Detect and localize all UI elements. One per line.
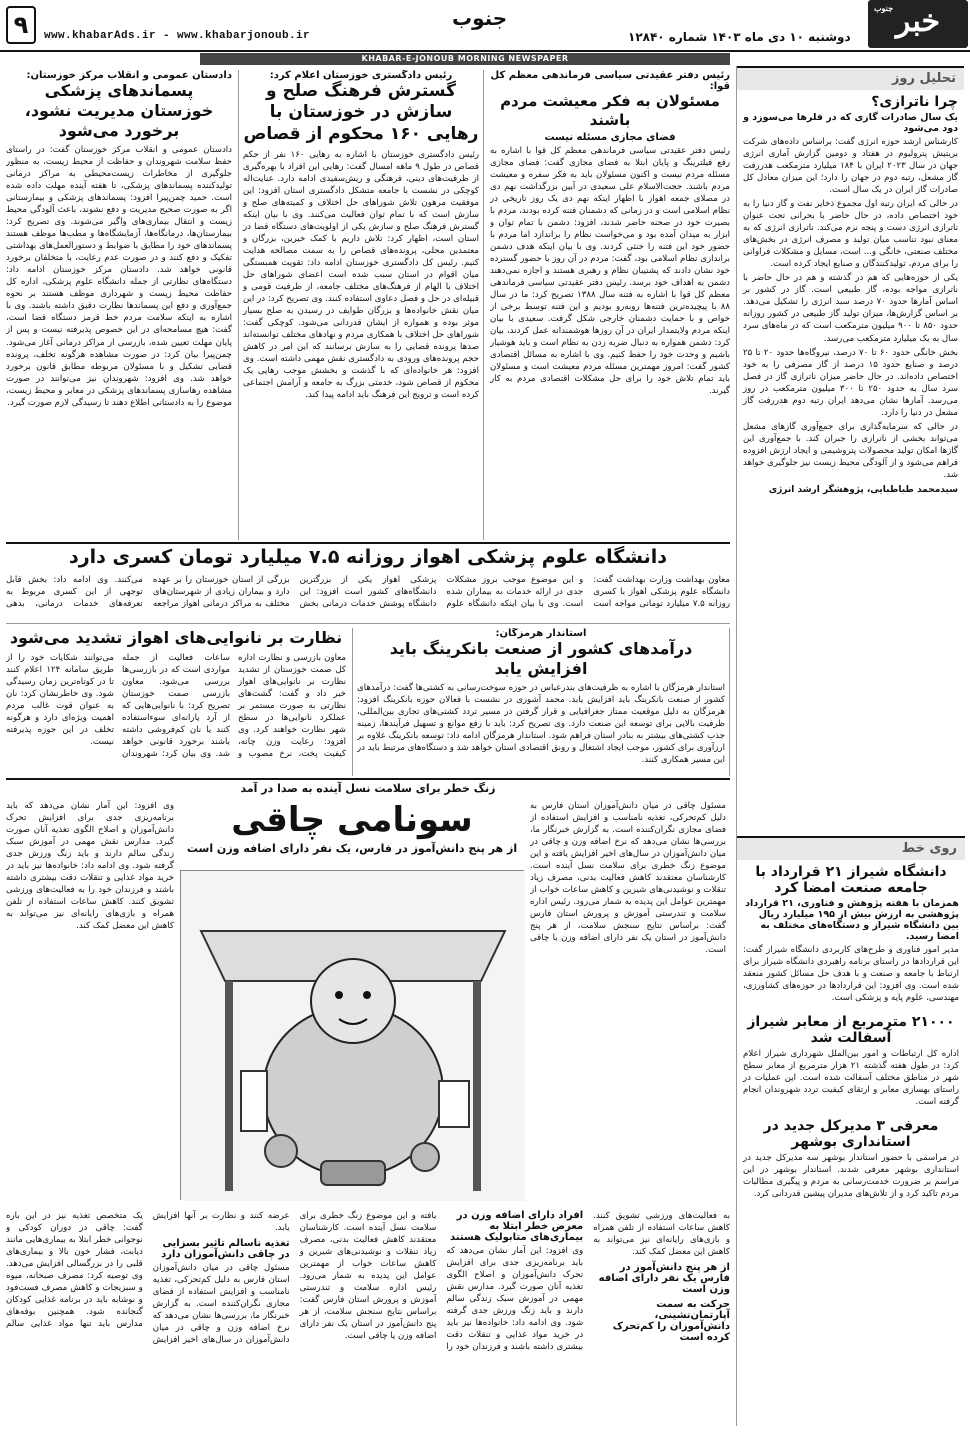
cartoon-drawing [181, 871, 525, 1201]
news3-title: معرفی ۳ مدیرکل جدید در استانداری بوشهر [763, 1118, 939, 1151]
story-qisas-release [238, 70, 484, 540]
page-number: ۹ [6, 6, 36, 44]
cartoon-illustration [180, 870, 524, 1200]
feature-kicker: زنگ خطر برای سلامت نسل آینده به صدا در آمد [240, 782, 496, 795]
feature-center [180, 800, 524, 1204]
story-text: معاون بازرسی و نظارت اداره کل صمت خوزستان از تشدید نظارت بر نانوایی‌های اهواز خبر داد و گفت: گشت‌های نظارتی به صورت مستمر بر عملکرد نانوایی‌ها در سطح شهر نظارت خواهند کرد. وی افزود: رعایت وزن چانه، کیفیت پخت، نرخ مصوب و ساعات فعالیت از جمله مواردی است که در بازرسی‌ها بررسی می‌شود. معاون بازرسی صمت خوزستان تصریح کرد: با نانوایی‌هایی که از آرد یارانه‌ای سوءاستفاده کنند یا نان کم‌فروشی داشته باشند برخورد قانونی خواهد شد. وی بیان کرد: شهروندان می‌توانند شکایات خود را از طریق سامانه ۱۲۴ اعلام کنند تا در کوتاه‌ترین زمان رسیدگی شود. وی خاطرنشان کرد: نان به عنوان قوت غالب مردم اهمیت ویژه‌ای دارد و هرگونه تخلف در این حوزه پذیرفته نیست. [6, 653, 346, 760]
analysis-paragraph: کارشناس ارشد حوزه انرژی گفت: براساس داده‌های شرکت بریتیش پترولیوم در هفتاد و دومین گزارش آماری انرژی جهان در سال ۲۰۲۳ ایران با ۱۸۴ میلیارد مترمکعب هدررفت گاز مشعل، رتبه دوم در جهان را دارد؛ این میزان معادل کل صادرات گاز ایران در یک سال است. [743, 137, 958, 196]
feature-text: مسئول چاقی در میان دانش‌آموزان استان فارس به دلیل کم‌تحرکی، تغذیه نامناسب و افزایش استفاده از فضای مجازی نگران‌کننده است. به گزارش خبرنگار ما، بررسی‌ها نشان می‌دهد که نرخ اضافه وزن و چاقی در میان دانش‌آموزان در سال‌های اخیر افزایش یافته و این موضوع زنگ خطری برای سلامت نسل آینده است. کارشناسان معتقدند کاهش فعالیت بدنی، مصرف زیاد تنقلات و نوشیدنی‌های شیرین و کاهش ساعات خواب از مهمترین عوامل این پدیده به شمار می‌رود. رئیس اداره سلامت و تندرستی آموزش و پرورش استان فارس گفت: براساس نتایج سنجش سلامت، از هر پنج دانش‌آموز در استان یک نفر دارای اضافه وزن یا چاقی است. [530, 801, 726, 956]
story-kicker: دادستان عمومی و انقلاب مرکز خوزستان: [26, 70, 232, 81]
analysis-lead: یک سال صادرات گازی که در فلرها می‌سوزد و دود می‌شود [743, 112, 958, 134]
feature-box-heading: تغذیه ناسالم تاثیر بسزایی در چاقی دانش‌آموزان دارد [161, 1238, 290, 1261]
story-text: رئیس دادگستری خوزستان با اشاره به رهایی ۱۶۰ نفر از حکم قصاص در طول ۹ ماهه امسال گفت: رهایی این افراد با بهره‌گیری از ظرفیت‌های دینی، فرهنگی و ریش‌سفیدی ادامه دارد. عنایت‌اله کوچکی در نشست با جامعه متشکل دادگستری استان افزود: این موفقیت مرهون تلاش شوراهای حل اختلاف و کمیته‌های صلح و سازش است که با تمام توان فعالیت می‌کنند. وی با بیان اینکه گسترش فرهنگ صلح و سازش یکی از اولویت‌های دستگاه قضا در استان است، اظهار کرد: تلاش داریم با کمک خیرین، بزرگان و معتمدین محلی، پرونده‌های قصاص را به سمت مصالحه هدایت کنیم. رئیس کل دادگستری خوزستان ادامه داد: تقویت همبستگی میان اقوام در استان سبب شده است اعضای شوراهای حل اختلاف با الهام از فرهنگ‌های مختلف جامعه، از ظرفیت قومی و قبیله‌ای در حل و فصل دعاوی استفاده کنند. وی تصریح کرد: در این میان نقش خانواده‌ها و بزرگان طوایف در رسیدن به صلح بسیار موثر بوده و همواره از ایشان قدردانی می‌شود. کوچکی گفت: شوراهای حل اختلاف با همکاری مردم و نهادهای مختلف توانسته‌اند صدها پرونده قضایی را به سازش برسانند که این امر در کاهش حجم پرونده‌های ورودی به دادگستری نقش مهمی داشته است. وی افزود: هر خانواده‌ای که با گذشت و بخشش موجب رهایی یک محکوم از قصاص شود، خدمتی بزرگ به جامعه و آرامش اجتماعی کرده است و ترویج این فرهنگ باید ادامه پیدا کند. [243, 149, 479, 401]
feature-text: وی افزود: این آمار نشان می‌دهد که باید برنامه‌ریزی جدی برای افزایش تحرک دانش‌آموزان و اصلاح الگوی تغذیه آنان صورت گیرد. مدارس نقش مهمی در آموزش سبک زندگی سالم دارند و باید زنگ ورزش جدی گرفته شود. وی ادامه داد: خانواده‌ها نیز باید در خرید مواد غذایی و تنقلات دقت بیشتری داشته باشند و فرزندان خود را به فعالیت‌های ورزشی تشویق کنند. کاهش ساعات استفاده از تلفن همراه و بازی‌های رایانه‌ای نیز می‌تواند به کاهش این معضل کمک کند. [6, 801, 174, 932]
story-kicker: استاندار هرمزگان: [495, 628, 587, 639]
story-kicker: رئیس دفتر عقیدتی سیاسی فرماندهی معظم کل قوا: [490, 70, 730, 92]
feature-text: یک متخصص تغذیه نیز در این باره گفت: چاقی در دوران کودکی و نوجوانی خطر ابتلا به بیماری‌هایی مانند دیابت، فشار خون بالا و بیماری‌های قلبی را در بزرگسالی افزایش می‌دهد. وی توصیه کرد: مصرف صبحانه، میوه و سبزیجات و کاهش مصرف فست‌فود و نوشابه باید در برنامه غذایی کودکان گنجانده شود. همچنین بوفه‌های مدارس باید تنها مواد غذایی سالم عرضه کنند و نظارت بر آنها افزایش یابد. [6, 1211, 290, 1330]
analysis-paragraph: در حالی که ایران رتبه اول مجموع ذخایر نفت و گاز دنیا را به خود اختصاص داده، در حال حاضر با بحرانی تحت عنوان ناترازی انرژی دست و پنجه نرم می‌کند. ناترازی انرژی که به معنای نبود تناسب میان تولید و مصرف انرژی در بخش‌های مختلف صنعتی، خانگی و... است، مسایل و مشکلات فراوانی را برای مردم، تولیدکنندگان و صنایع ایجاد کرده است. [743, 199, 958, 270]
story-bunkering [352, 628, 730, 776]
analysis-paragraph: بخش خانگی حدود ۶۰ تا ۷۰ درصد، نیروگاه‌ها حدود ۲۰ تا ۲۵ درصد و صنایع حدود ۱۵ درصد از گاز مصرفی را به خود اختصاص داده‌اند. در حال حاضر میزان ناترازی گاز در فصل سرد سال به حدود ۲۵۰ تا ۳۰۰ میلیون مترمکعب در روز می‌رسد. آمارها نشان می‌دهد ایران رتبه دوم هدررفت گاز مشعل در دنیا را دارد. [743, 347, 959, 418]
story-headline: گسترش فرهنگ صلح و سازش در خوزستان با رهایی ۱۶۰ محکوم از قصاص [243, 81, 479, 144]
feature-text: مسئول چاقی در میان دانش‌آموزان استان فارس به دلیل کم‌تحرکی، تغذیه نامناسب و افزایش استفاده از فضای مجازی نگران‌کننده است. به گزارش خبرنگار ما، بررسی‌ها نشان می‌دهد که نرخ اضافه وزن و چاقی در میان دانش‌آموزان در سال‌های اخیر افزایش یافته و این موضوع زنگ خطری برای سلامت نسل آینده است. کارشناسان معتقدند کاهش فعالیت بدنی، مصرف زیاد تنقلات و نوشیدنی‌های شیرین و کاهش ساعات خواب از مهمترین عوامل این پدیده به شمار می‌رود. رئیس اداره سلامت و تندرستی آموزش و پرورش استان فارس گفت: براساس نتایج سنجش سلامت، از هر پنج دانش‌آموز در استان یک نفر دارای اضافه وزن یا چاقی است. [152, 1211, 437, 1346]
news-column [737, 836, 965, 1202]
news1-title: دانشگاه شیراز ۲۱ قرارداد با جامعه صنعت امضا کرد [755, 864, 947, 896]
news-header: روی خط [737, 836, 965, 860]
story-leader-livelihood [490, 70, 730, 540]
news2-text: اداره کل ارتباطات و امور بین‌الملل شهرداری شیراز اعلام کرد: در طول هفته گذشته ۲۱ هزار مترمربع از معابر سطح شهر در مناطق مختلف آسفالت شده است. این عملیات در راستای بهسازی معابر و ارتقای کیفیت تردد شهروندان انجام گرفته است. [743, 1049, 959, 1108]
sidebar [736, 66, 964, 1426]
feature-text-right [530, 800, 726, 1200]
analysis-title: چرا ناترازی؟ [871, 94, 958, 110]
news3-text: در مراسمی با حضور استاندار بوشهر سه مدیرکل جدید در استانداری بوشهر معرفی شدند. استاندار بوشهر در این مراسم بر ضرورت خدمت‌رسانی به مردم و پیگیری مطالبات مردم تاکید کرد و از تلاش‌های مدیران پیشین قدردانی کرد. [743, 1153, 959, 1200]
feature-text: وی افزود: این آمار نشان می‌دهد که باید برنامه‌ریزی جدی برای افزایش تحرک دانش‌آموزان و اصلاح الگوی تغذیه آنان صورت گیرد. مدارس نقش مهمی در آموزش سبک زندگی سالم دارند و باید زنگ ورزش جدی گرفته شود. وی ادامه داد: خانواده‌ها نیز باید در خرید مواد غذایی و تنقلات دقت بیشتری داشته باشند و فرزندان خود را به فعالیت‌های ورزشی تشویق کنند. کاهش ساعات استفاده از تلفن همراه و بازی‌های رایانه‌ای نیز می‌تواند به کاهش این معضل کمک کند. [446, 1211, 730, 1353]
story-medical-waste [6, 70, 232, 540]
analysis-author: سیدمحمد طباطبایی، پژوهشگر ارشد انرژی [768, 484, 958, 495]
feature-box-heading: افراد دارای اضافه وزن در معرض خطر ابتلا به بیماری‌های متابولیک هستند [449, 1210, 584, 1243]
news2-title: ۲۱۰۰۰ مترمربع از معابر شیراز آسفالت شد [747, 1014, 955, 1047]
analysis-paragraph: یکی از حوزه‌هایی که هم در گذشته و هم در حال حاضر با ناترازی مواجه بوده، گاز طبیعی است. گاز در کشور بر اساس آمارها حدود ۷۰ درصد سبد انرژی را تشکیل می‌دهد. بر اساس گزارش‌ها، میزان تولید گاز طبیعی در کشور روزانه حدود ۸۵۰ تا ۹۰۰ میلیون مترمکعب است که در ماه‌های سرد سال به یک میلیارد مترمکعب می‌رسد. [743, 273, 958, 344]
story-text: معاون بهداشت وزارت بهداشت گفت: دانشگاه علوم پزشکی اهواز با کسری روزانه ۷.۵ میلیارد تومانی مواجه است و این موضوع موجب بروز مشکلات جدی در ارائه خدمات به بیماران شده است. وی با بیان اینکه دانشگاه علوم پزشکی اهواز یکی از بزرگترین دانشگاه‌های کشور است افزود: این دانشگاه پوشش خدمات درمانی بخش بزرگی از استان خوزستان را بر عهده دارد و بیماران زیادی از شهرستان‌های مختلف به مراکز درمانی اهواز مراجعه می‌کنند. وی ادامه داد: بخش قابل توجهی از این کسری مربوط به تعرفه‌های خدمات درمانی، بدهی [6, 574, 730, 609]
logo-sub: جنوب [874, 3, 894, 13]
feature-box-heading: از هر پنج دانش‌آموز در فارس یک نفر دارای اضافه وزن است [598, 1262, 730, 1296]
story-headline: پسماندهای پزشکی خوزستان مدیریت نشود، برخورد می‌شود [24, 81, 214, 140]
story-headline: نظارت بر نانوایی‌های اهواز تشدید می‌شود [9, 628, 343, 647]
feature-subhead: از هر پنج دانش‌آموز در فارس، یک نفر دارای اضافه وزن است [186, 842, 518, 855]
site-url[interactable]: www.khabarAds.ir - www.khabarjonoub.ir [44, 30, 311, 42]
feature-obesity [6, 778, 730, 1428]
story-text: رئیس دفتر عقیدتی سیاسی فرماندهی معظم کل قوا با اشاره به رفع فیلترینگ و پایان ابتلا به فضای مجازی گفت: فضای مجازی مسئله مردم نیست و اکنون مسئولان باید به فکر سفره و معیشت مردم باشند. حجت‌الاسلام علی سعیدی در آیین بزرگداشت نهم دی در مصلای جمعه اهواز با اظهار اینکه نهم دی یک روز تاریخی در نظام اسلامی است و در زمانی که دشمنان فتنه کرده بودند، مردم با بصیرت خود در صحنه حاضر شدند، افزود: دشمن با تمام توان و ابزار به میدان آمده بود و می‌خواست نظام را براندازد اما مردم با حضور خود این فتنه را خنثی کردند. وی با بیان اینکه هدف دشمن براندازی نظام اسلامی بود، گفت: مردم در آن روز با حضور گسترده خود نشان دادند که پشتیبان نظام و رهبری هستند و اجازه نمی‌دهند دشمن به اهداف خود برسد. رئیس دفتر عقیدتی سیاسی فرماندهی معظم کل قوا با اشاره به فتنه سال ۱۳۸۸ تصریح کرد: ما در سال ۸۸ با پیچیده‌ترین فتنه‌ها روبه‌رو بودیم و این فتنه توسط برخی از خواص و با حمایت دشمنان خارجی شکل گرفت. سعیدی با بیان اینکه مردم ولایتمدار ایران در آن روزها هوشمندانه عمل کردند، بیان کرد: دشمن همواره به دنبال ضربه زدن به نظام است و باید هوشیار باشیم و وحدت خود را حفظ کنیم. وی با اشاره به مسائل اقتصادی کشور گفت: امروز مهمترین مسئله مردم معیشت است و مسئولان باید تمام تلاش خود را برای حل مشکلات اقتصادی مردم به کار گیرند. [490, 145, 730, 397]
feature-box-heading: حرکت به سمت آپارتمان‌نشینی، دانش‌آموزان را کم‌تحرک کرده است [612, 1299, 730, 1344]
story-text: استاندار هرمزگان با اشاره به ظرفیت‌های بندرعباس در حوزه سوخت‌رسانی به کشتی‌ها گفت: درآمدهای کشور از صنعت بانکرینگ باید افزایش یابد. محمد آشوری در نشست با فعالان حوزه بانکرینگ افزود: هرمزگان به دلیل موقعیت ممتاز جغرافیایی و قرار گرفتن در مسیر تردد کشتی‌های تجاری بین‌المللی، ظرفیت بالایی برای توسعه این صنعت دارد. وی تصریح کرد: باید با رفع موانع و تسهیل فرآیندها، زمینه جذب کشتی‌های بیشتر به بنادر استان فراهم شود. استاندار هرمزگان ادامه داد: توسعه بانکرینگ علاوه بر ارزآوری برای کشور، موجب ایجاد اشتغال و رونق اقتصادی استان خواهد شد و دستگاه‌های مرتبط باید در این مسیر همکاری کنند. [357, 683, 725, 766]
analysis-paragraph: در حالی که سرمایه‌گذاری برای جمع‌آوری گازهای مشعل می‌تواند بخشی از ناترازی را جبران کند. با جمع‌آوری این گازها امکان تولید محصولات پتروشیمی و ایجاد ارزش افزوده فراهم می‌شود و از آلودگی محیط زیست نیز جلوگیری خواهد شد. [743, 421, 958, 480]
story-ahvaz-deficit [6, 542, 730, 624]
section-name: جنوب [452, 6, 508, 30]
feature-headline: سونامی چاقی [231, 800, 473, 840]
story-subhead: فضای مجازی مسئله نیست [544, 131, 676, 143]
feature-bottom-text [6, 1210, 730, 1425]
feature-text-left [6, 800, 174, 1200]
story-headline: مسئولان به فکر معیشت مردم باشند [500, 92, 720, 129]
masthead [0, 0, 970, 52]
story-headline: دانشگاه علوم پزشکی اهواز روزانه ۷.۵ میلیارد تومان کسری دارد [68, 546, 668, 568]
news1-text: مدیر امور فناوری و طرح‌های کاربردی دانشگاه شیراز گفت: این قراردادها در راستای برنامه راهبردی دانشگاه شیراز برای ارتباط با جامعه و صنعت و با هدف حل مسائل کشور منعقد شده است. وی افزود: این قراردادها در حوزه‌های کشاورزی، مهندسی، علوم پایه و پزشکی است. [743, 945, 959, 1004]
story-headline: درآمدهای کشور از صنعت بانکرینگ باید افزایش یابد [389, 639, 693, 678]
story-text: دادستان عمومی و انقلاب مرکز خوزستان گفت: در راستای حفظ سلامت شهروندان و حفاظت از محیط زیست، به منظور جلوگیری از مخاطرات زیست‌محیطی به مراکز درمانی تولیدکننده پسماندهای پزشکی، تا هفته آینده مهلت داده شده است. حمید چمن‌پیرا افزود: پسماندهای پزشکی و بیمارستانی اگر به صورت صحیح مدیریت و دفع نشوند، باعث آلودگی محیط زیست و انتقال بیماری‌های واگیر می‌شوند. وی تصریح کرد: بیمارستان‌ها، درمانگاه‌ها، آزمایشگاه‌ها و مطب‌ها موظف هستند پسماندهای خود را مطابق با ضوابط و دستورالعمل‌های بهداشتی تفکیک و دفع کنند و در صورت عدم رعایت، با متخلفان برخورد قانونی خواهد شد. دادستان مرکز خوزستان ادامه داد: دستگاه‌های نظارتی از جمله دانشگاه علوم پزشکی، اداره کل حفاظت محیط زیست و شهرداری موظف هستند بر نحوه جمع‌آوری و دفع این پسماندها نظارت دقیق داشته باشند. وی با اشاره به اینکه سلامت مردم خط قرمز دستگاه قضا است، گفت: هیچ مسامحه‌ای در این خصوص پذیرفته نیست و پس از پایان مهلت تعیین شده، بازرسی از مراکز درمانی آغاز می‌شود. چمن‌پیرا بیان کرد: در صورت مشاهده هرگونه تخلف، پرونده قضایی تشکیل و با مسئولان مربوطه مطابق قانون برخورد خواهد شد. وی افزود: شهروندان نیز می‌توانند در صورت مشاهده رهاسازی پسماندهای پزشکی در معابر و محیط زیست، موضوع را به دادستانی اطلاع دهند تا رسیدگی لازم صورت گیرد. [6, 145, 232, 408]
newspaper-logo [868, 0, 968, 48]
analysis-header: تحلیل روز [737, 66, 964, 90]
news1-lead: همزمان با هفته پژوهش و فناوری، ۲۱ قرارداد پژوهشی به ارزش بیش از ۱۹۵ میلیارد ریال بین دانشگاه شیراز و دستگاه‌های مختلف به امضا رسید. [745, 898, 959, 942]
issue-info: دوشنبه ۱۰ دی ماه ۱۴۰۳ شماره ۱۲۸۴۰ [628, 30, 851, 44]
logo-text: خبر [895, 4, 941, 39]
story-kicker: رئیس دادگستری خوزستان اعلام کرد: [269, 70, 453, 81]
story-bakeries [6, 628, 346, 776]
subtitle-bar: KHABAR-E-JONOUB MORNING NEWSPAPER [200, 53, 730, 65]
